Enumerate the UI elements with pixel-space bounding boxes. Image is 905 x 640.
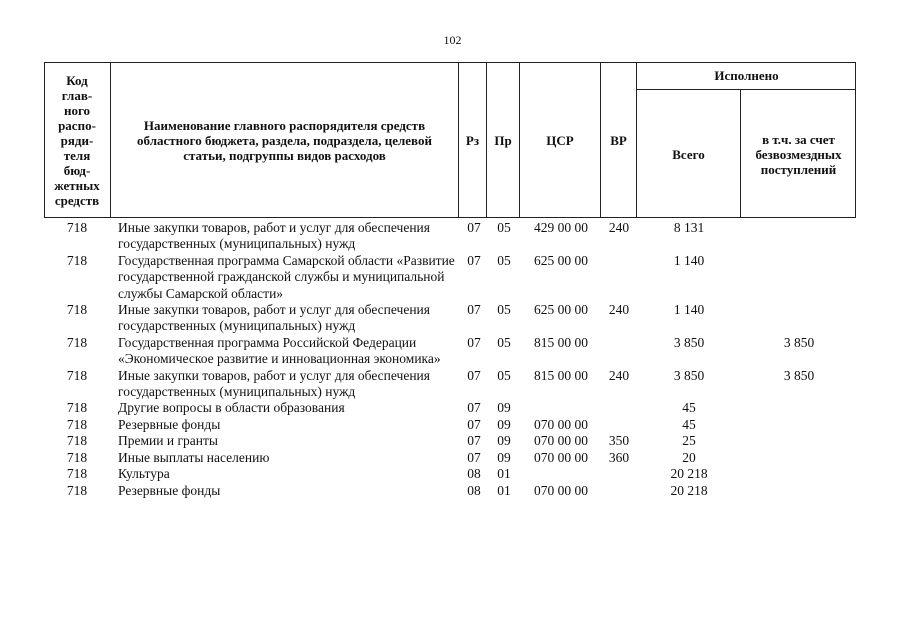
header-code-line: ного [63, 102, 91, 118]
row-name: Премии и гранты [118, 433, 218, 449]
table-row [44, 483, 856, 499]
row-code: 718 [66, 252, 88, 268]
row-pr: 05 [497, 367, 511, 383]
row-pr: 01 [497, 466, 511, 482]
row-pr: 09 [497, 400, 511, 416]
row-pr: 05 [497, 220, 511, 235]
row-total: 3 850 [673, 334, 705, 350]
row-csr: 429 00 00 [534, 220, 588, 235]
header-vr: ВР [610, 132, 627, 148]
row-csr: 625 00 00 [534, 252, 588, 268]
row-vr: 350 [608, 433, 630, 449]
row-csr: 070 00 00 [534, 482, 588, 498]
row-rz: 08 [467, 482, 481, 498]
row-total: 20 218 [670, 466, 708, 482]
header-csr-cell [519, 62, 600, 218]
row-name: Другие вопросы в области образования [118, 400, 345, 416]
row-name: Резервные фонды [118, 482, 221, 498]
header-code-line: жетных [54, 177, 100, 193]
row-total: 45 [682, 416, 696, 432]
row-pr: 05 [497, 334, 511, 350]
row-rz: 07 [467, 220, 481, 235]
row-name: Иные закупки товаров, работ и услуг для обеспечения государственных (муниципальных) нужд [118, 220, 430, 252]
header-pr-cell [486, 62, 519, 218]
row-csr: 815 00 00 [534, 334, 588, 350]
header-vr-cell [600, 62, 636, 218]
header-rz-cell [458, 62, 486, 218]
header-code-line: ряди- [60, 132, 94, 148]
table-row [44, 335, 856, 368]
table-row [44, 253, 856, 302]
row-rz: 07 [467, 367, 481, 383]
table-body [44, 220, 856, 499]
header-code [54, 73, 100, 208]
row-csr: 625 00 00 [534, 302, 588, 318]
row-pr: 01 [497, 482, 511, 498]
header-name: Наименование главного распорядителя средств областного бюджета, раздела, подраздела, целевой статьи, подгруппы видов расходов [137, 117, 432, 163]
table-row [44, 220, 856, 253]
row-rz: 07 [467, 252, 481, 268]
row-name: Государственная программа Самарской области «Развитие государственной гражданской службы и муниципальной службы Самарской области» [118, 252, 455, 301]
row-csr: 070 00 00 [534, 449, 588, 465]
row-code: 718 [66, 466, 88, 482]
row-name: Иные закупки товаров, работ и услуг для обеспечения государственных (муниципальных) нужд [118, 302, 430, 334]
row-pr: 09 [497, 433, 511, 449]
table-row [44, 368, 856, 401]
row-total: 20 218 [670, 482, 708, 498]
table-row [44, 466, 856, 482]
row-total: 25 [682, 433, 696, 449]
header-csr: ЦСР [546, 132, 574, 148]
row-rz: 07 [467, 302, 481, 318]
header-code-line: распо- [58, 117, 96, 133]
row-vr: 240 [608, 367, 630, 383]
row-total: 8 131 [673, 220, 705, 235]
row-pr: 09 [497, 449, 511, 465]
row-code: 718 [66, 482, 88, 498]
row-code: 718 [66, 334, 88, 350]
header-code-line: Код [66, 72, 88, 88]
table-row [44, 302, 856, 335]
row-code: 718 [66, 449, 88, 465]
table-row [44, 433, 856, 449]
row-code: 718 [66, 416, 88, 432]
row-rz: 07 [467, 334, 481, 350]
row-vr: 240 [608, 220, 630, 235]
row-name: Культура [118, 466, 170, 482]
row-total: 20 [682, 449, 696, 465]
row-name: Государственная программа Российской Федерации «Экономическое развитие и инновационная экономика» [118, 334, 441, 367]
row-rz: 08 [467, 466, 481, 482]
header-name-cell [110, 62, 458, 218]
row-code: 718 [66, 433, 88, 449]
table-row [44, 400, 856, 416]
row-free: 3 850 [783, 334, 815, 350]
row-rz: 07 [467, 433, 481, 449]
row-total: 1 140 [673, 252, 705, 268]
header-free-receipts: в т.ч. за счет безвозмездных поступлений [755, 131, 842, 177]
row-pr: 09 [497, 416, 511, 432]
row-free: 3 850 [783, 367, 815, 383]
table-row [44, 450, 856, 466]
table-row [44, 417, 856, 433]
header-pr: Пр [494, 132, 512, 148]
row-vr: 360 [608, 449, 630, 465]
row-csr: 070 00 00 [534, 416, 588, 432]
header-code-cell [44, 62, 110, 218]
row-pr: 05 [497, 302, 511, 318]
row-code: 718 [66, 220, 88, 235]
row-name: Резервные фонды [118, 416, 221, 432]
header-executed: Исполнено [714, 68, 779, 83]
table-header [44, 62, 856, 218]
row-pr: 05 [497, 252, 511, 268]
header-total: Всего [672, 146, 705, 162]
row-code: 718 [66, 302, 88, 318]
row-code: 718 [66, 400, 88, 416]
header-total-cell [636, 89, 740, 218]
page-number: 102 [443, 33, 462, 47]
row-rz: 07 [467, 416, 481, 432]
header-code-line: бюд- [63, 162, 91, 178]
row-csr: 815 00 00 [534, 367, 588, 383]
row-total: 1 140 [673, 302, 705, 318]
row-rz: 07 [467, 400, 481, 416]
row-name: Иные закупки товаров, работ и услуг для обеспечения государственных (муниципальных) нужд [118, 367, 430, 400]
row-csr: 070 00 00 [534, 433, 588, 449]
header-code-line: средств [54, 192, 100, 208]
header-free-cell [740, 89, 856, 218]
row-code: 718 [66, 367, 88, 383]
header-code-line: глав- [61, 87, 93, 103]
row-name: Иные выплаты населению [118, 449, 270, 465]
row-rz: 07 [467, 449, 481, 465]
row-total: 3 850 [673, 367, 705, 383]
header-rz: Рз [465, 132, 480, 148]
header-code-line: теля [63, 147, 91, 163]
row-total: 45 [682, 400, 696, 416]
header-executed-cell [636, 62, 856, 89]
row-vr: 240 [608, 302, 630, 318]
